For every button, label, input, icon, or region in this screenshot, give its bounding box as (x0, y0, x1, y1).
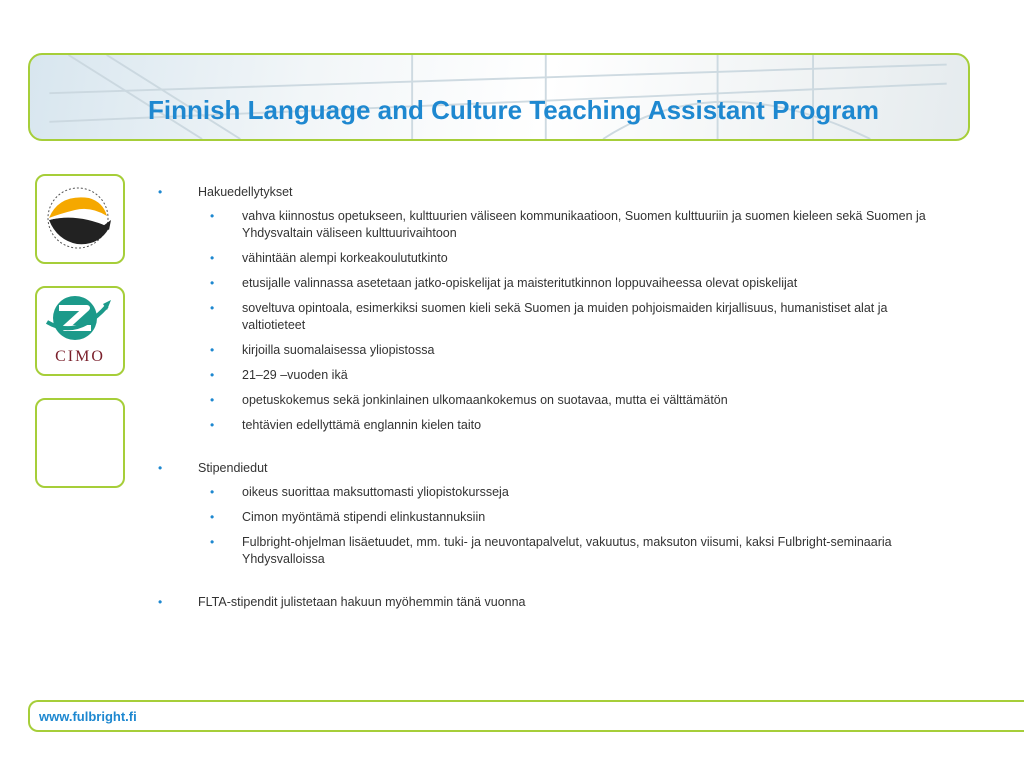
bullet-icon: • (158, 595, 163, 609)
list-item-text: etusijalle valinnassa asetetaan jatko-opiskelijat ja maisteritutkinnon loppuvaiheessa olevat opiskelijat (242, 276, 798, 290)
bullet-icon: • (210, 485, 215, 499)
fulbright-logo-icon (37, 176, 123, 262)
list-item-text: kirjoilla suomalaisessa yliopistossa (242, 343, 435, 357)
bullet-icon: • (210, 510, 215, 524)
list-item (150, 208, 930, 242)
section-bullet (150, 594, 930, 610)
list-item-text: opetuskokemus sekä jonkinlainen ulkomaankokemus on suotavaa, mutta ei välttämätön (242, 393, 728, 407)
section-bullet (150, 184, 930, 200)
empty-logo-box (35, 398, 125, 488)
list-item-text: Fulbright-ohjelman lisäetuudet, mm. tuki- ja neuvontapalvelut, vakuutus, maksuton viisumi, kaksi Fulbright-seminaaria Yhdysvalloissa (242, 535, 892, 566)
list-item-text: vähintään alempi korkeakoulututkinto (242, 251, 448, 265)
list-item (150, 417, 930, 434)
list-item (150, 275, 930, 292)
bullet-icon: • (210, 535, 215, 549)
list-item-text: oikeus suorittaa maksuttomasti yliopistokursseja (242, 485, 509, 499)
fulbright-logo-box (35, 174, 125, 264)
content-list (150, 184, 930, 610)
bullet-icon: • (210, 343, 215, 357)
list-item-text: tehtävien edellyttämä englannin kielen taito (242, 418, 482, 432)
bullet-icon: • (210, 251, 215, 265)
footer-url-link[interactable]: www.fulbright.fi (39, 709, 137, 724)
bullet-icon: • (158, 185, 163, 199)
page-title: Finnish Language and Culture Teaching Assistant Program (148, 95, 879, 125)
list-item (150, 484, 930, 501)
section-title: Stipendiedut (198, 461, 268, 475)
cimo-logo-text: CIMO (55, 348, 105, 365)
list-item-text: vahva kiinnostus opetukseen, kulttuurien väliseen kommunikaatioon, Suomen kulttuuriin ja suomen kieleen sekä Suomen ja Yhdysvaltain väliseen kulttuurivaihtoon (242, 209, 926, 240)
bullet-icon: • (158, 461, 163, 475)
bullet-icon: • (210, 301, 215, 315)
section-title: FLTA-stipendit julistetaan hakuun myöhemmin tänä vuonna (198, 595, 526, 609)
bullet-icon: • (210, 276, 215, 290)
list-item (150, 392, 930, 409)
cimo-logo-box (35, 286, 125, 376)
list-item (150, 300, 930, 334)
footer-bar (28, 700, 1024, 732)
section-title: Hakuedellytykset (198, 185, 293, 199)
bullet-icon: • (210, 368, 215, 382)
list-item (150, 367, 930, 384)
list-item (150, 250, 930, 267)
list-item (150, 534, 930, 568)
bullet-icon: • (210, 209, 215, 223)
list-item-text: soveltuva opintoala, esimerkiksi suomen kieli sekä Suomen ja muiden pohjoismaiden kirjallisuus, humanistiset alat ja valtiotieteet (242, 301, 888, 332)
list-item (150, 342, 930, 359)
header-banner (28, 53, 970, 141)
bullet-icon: • (210, 418, 215, 432)
bullet-icon: • (210, 393, 215, 407)
list-item (150, 509, 930, 526)
list-item-text: 21–29 –vuoden ikä (242, 368, 348, 382)
list-item-text: Cimon myöntämä stipendi elinkustannuksiin (242, 510, 486, 524)
section-bullet (150, 460, 930, 476)
